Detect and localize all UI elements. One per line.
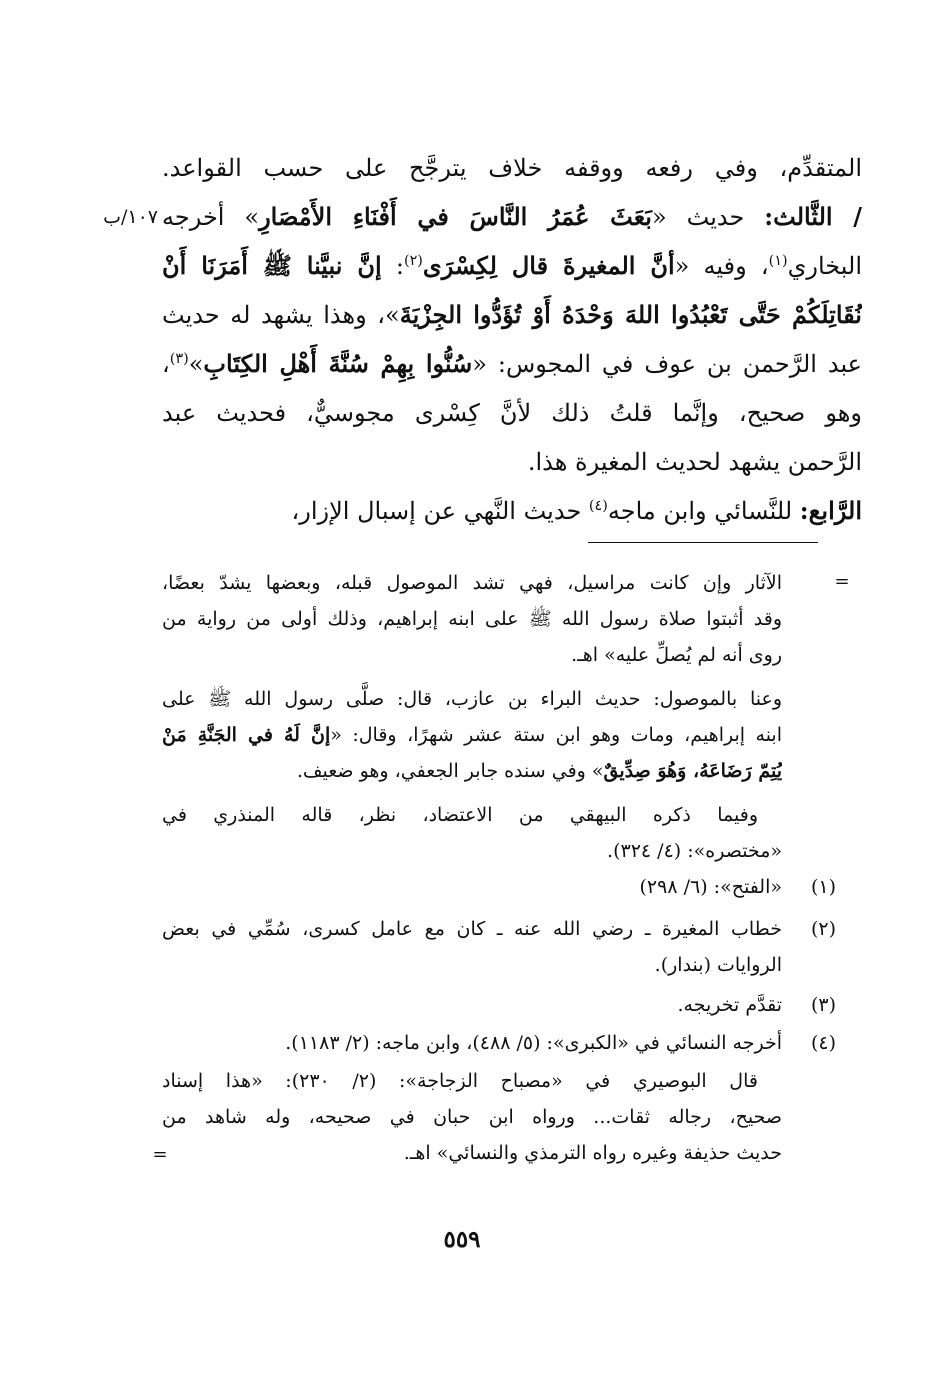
footnote-ref-2[interactable]: (٢) (403, 253, 423, 269)
footnote-ref-1[interactable]: (١) (768, 253, 788, 269)
footnote-cont-line-2: وقد أثبتوا صلاة رسول الله ﷺ على ابنه إبراهيم، وذلك أولى من رواية من (162, 608, 782, 630)
body-line-1: المتقدِّم، وفي رفعه ووقفه خلاف يترجَّح على حسب القواعد. (162, 154, 862, 182)
footnote-cont-line-4: وعنا بالموصول: حديث البراء بن عازب، قال: صلَّى رسول الله ﷺ على (162, 688, 782, 710)
footnote-cont-line-6: يُتِمّ رَضَاعَهُ، وَهُوَ صِدِّيقٌ» وفي سنده جابر الجعفي، وهو ضعيف. (296, 760, 782, 782)
hadith-quote: يُتِمّ رَضَاعَهُ، وَهُوَ صِدِّيقٌ (603, 760, 782, 782)
hadith-quote: بَعَثَ عُمَرُ النَّاسَ في أَفْنَاءِ الأَمْصَارِ (259, 202, 652, 231)
footnote-3: تقدَّم تخريجه. (677, 994, 782, 1016)
hadith-quote: إنَّ نبيَّنا ﷺ أَمَرَنَا أَنْ (162, 251, 382, 280)
footnote-number-4: (٤) (810, 1032, 836, 1054)
body-line-7: الرَّحمن يشهد لحديث المغيرة هذا. (527, 448, 862, 476)
footnote-cont-line-1: الآثار وإن كانت مراسيل، فهي تشد الموصول قبله، وبعضها يشدّ بعضًا، (162, 572, 782, 594)
body-line-2: / الثَّالث: حديث «بَعَثَ عُمَرُ النَّاسَ في أَفْنَاءِ الأَمْصَارِ» أخرجه (162, 202, 862, 231)
footnote-1: «الفتح»: (٦/ ٢٩٨) (639, 876, 782, 898)
footnote-cont-line-8: «مختصره»: (٤/ ٣٢٤). (607, 840, 782, 862)
footnote-2-line-2: الروايات (بندار). (654, 954, 782, 976)
footnote-4-line-3: صحيح، رجاله ثقات... ورواه ابن حبان في صحيحه، وله شاهد من (162, 1106, 782, 1128)
margin-folio-note: ١٠٧/ب (103, 206, 158, 228)
footnote-number-1: (١) (810, 876, 836, 898)
footnote-2-line-1: خطاب المغيرة ـ رضي الله عنه ـ كان مع عامل كسرى، سُمِّي في بعض (162, 918, 782, 940)
body-line-5: عبد الرَّحمن بن عوف في المجوس: «سُنُّوا بِهِمْ سُنَّةَ أَهْلِ الكِتَابِ»$^{(٣)}$، (162, 349, 862, 378)
hadith-quote: سُنُّوا بِهِمْ سُنَّةَ أَهْلِ الكِتَابِ (203, 349, 473, 378)
hadith-quote: نُقَاتِلَكُمْ حَتَّى تَعْبُدُوا اللهَ وَحْدَهُ أَوْ تُؤَدُّوا الجِزْيَةَ (399, 300, 862, 329)
hadith-quote: إنَّ لَهُ في الجَنَّةِ مَنْ (162, 724, 331, 746)
continuation-mark-top: = (834, 571, 850, 592)
page-number: ٥٥٩ (443, 1226, 481, 1253)
body-line-8: الرَّابع: للنَّسائي وابن ماجه$^{(٤)}$ حديث النَّهي عن إسبال الإزار، (291, 496, 862, 525)
footnote-4-line-1: أخرجه النسائي في «الكبرى»: (٥/ ٤٨٨)، وابن ماجه: (٢/ ١١٨٣). (285, 1032, 782, 1054)
footnote-4-line-2: قال البوصيري في «مصباح الزجاجة»: (٢/ ٢٣٠): «هذا إسناد (162, 1070, 758, 1092)
body-line-3: البخاري$^{(١)}$، وفيه «أنَّ المغيرةَ قال لِكِسْرَى$^{(٢)}$: إنَّ نبيَّنا ﷺ أَمَرَنَا أَنْ (162, 251, 862, 280)
section-label-third: / الثَّالث: (764, 202, 862, 231)
footnote-cont-line-5: ابنه إبراهيم، ومات وهو ابن ستة عشر شهرًا، وقال: «إنَّ لَهُ في الجَنَّةِ مَنْ (162, 724, 782, 746)
body-line-4: نُقَاتِلَكُمْ حَتَّى تَعْبُدُوا اللهَ وَحْدَهُ أَوْ تُؤَدُّوا الجِزْيَةَ»، وهذا يشهد له حديث (162, 300, 862, 329)
footnote-divider (588, 542, 818, 543)
body-line-6: وهو صحيح، وإنَّما قلتُ ذلك لأنَّ كِسْرى مجوسيٌّ، فحديث عبد (162, 399, 862, 427)
footnote-cont-line-7: وفيما ذكره البيهقي من الاعتضاد، نظر، قاله المنذري في (162, 804, 758, 826)
footnote-ref-3[interactable]: (٣) (169, 351, 189, 367)
footnote-4-line-4: حديث حذيفة وغيره رواه الترمذي والنسائي» اهـ. (403, 1142, 782, 1164)
footnote-number-2: (٢) (810, 918, 836, 940)
footnote-ref-4[interactable]: (٤) (588, 498, 608, 514)
footnote-cont-line-3: روى أنه لم يُصلِّ عليه» اهـ. (571, 644, 782, 666)
footnote-number-3: (٣) (810, 994, 836, 1016)
section-label-fourth: الرَّابع: (799, 496, 862, 525)
hadith-quote: أنَّ المغيرةَ قال لِكِسْرَى (422, 251, 675, 280)
continuation-mark-bottom: = (152, 1144, 168, 1165)
